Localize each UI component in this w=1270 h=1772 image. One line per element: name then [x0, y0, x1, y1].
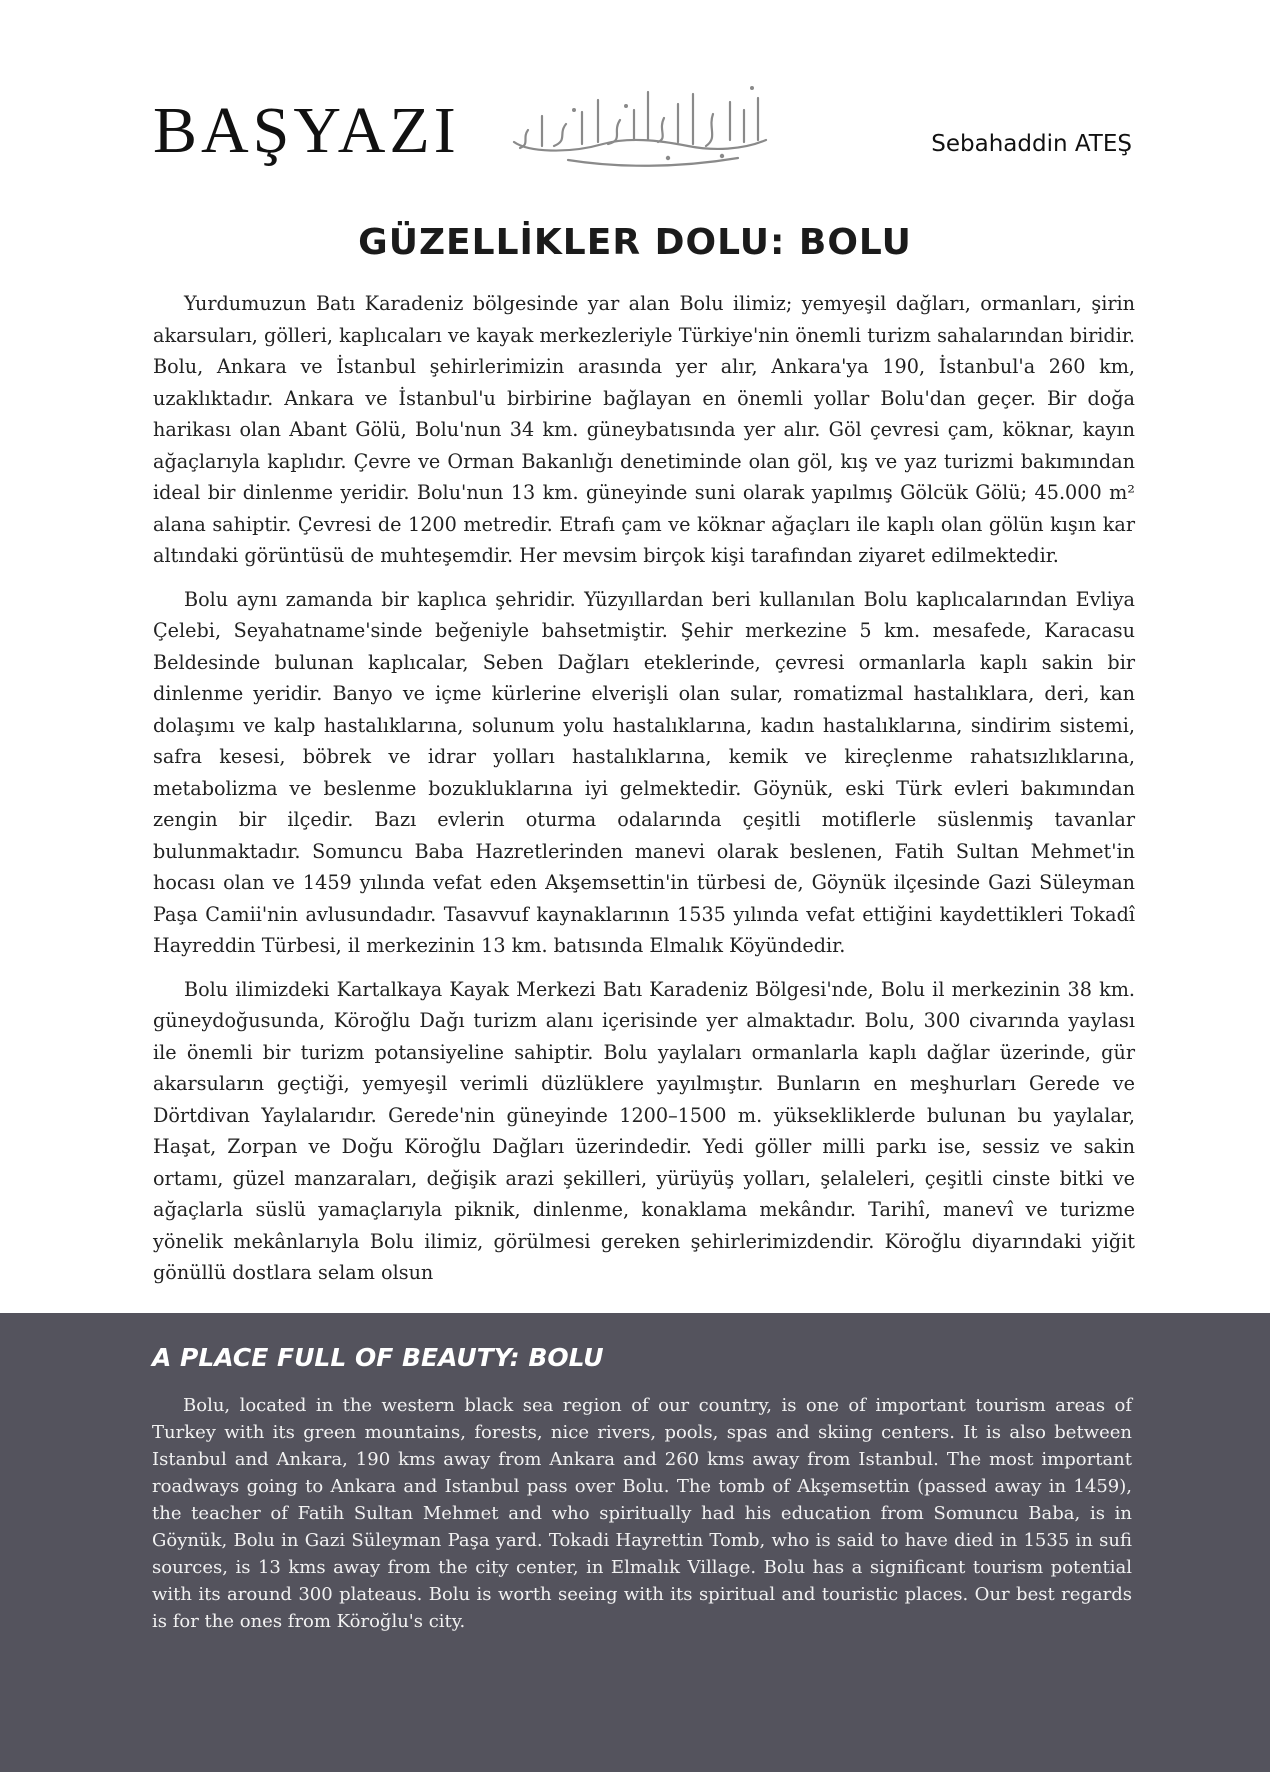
english-summary-paragraph: Bolu, located in the western black sea region of our country, is one of important tourism areas of Turkey with its green mountains, forests, nice rivers, pools, spas and skiing centers. It is also between Istanbul and Ankara, 190 kms away from Ankara and 260 kms away from Istanbul. The most important roadways going to Ankara and Istanbul pass over Bolu. The tomb of Akşemsettin (passed away in 1459), the teacher of Fatih Sultan Mehmet and who spiritually had his education from Somuncu Baba, is in Göynük, Bolu in Gazi Süleyman Paşa yard. Tokadi Hayrettin Tomb, who is said to have died in 1535 in sufi sources, is 13 kms away from the city center, in Elmalık Village. Bolu has a significant tourism potential with its around 300 plateaus. Bolu is worth seeing with its spiritual and touristic places. Our best regards is for the ones from Köroğlu's city.	[152, 1395, 1132, 1632]
author-name: Sebahaddin ATEŞ	[931, 131, 1132, 157]
page-header	[0, 0, 1270, 200]
article-paragraph-3: Bolu ilimizdeki Kartalkaya Kayak Merkezi Batı Karadeniz Bölgesi'nde, Bolu il merkezinin 38 km. güneydoğusunda, Köroğlu Dağı turizm alanı içerisinde yer almaktadır. Bolu, 300 civarında yaylası ile önemli bir turizm potansiyeline sahiptir. Bolu yaylaları ormanlarla kaplı dağlar üzerinde, gür akarsuların geçtiği, yemyeşil verimli düzlüklere yayılmıştır. Bunların en meşhurları Gerede ve Dörtdivan Yaylalarıdır. Gerede'nin güneyinde 1200–1500 m. yüksekliklerde bulunan bu yaylalar, Haşat, Zorpan ve Doğu Köroğlu Dağları üzerindedir. Yedi göller milli parkı ise, sessiz ve sakin ortamı, güzel manzaraları, değişik arazi şekilleri, yürüyüş yolları, şelaleleri, çeşitli cinste bitki ve ağaçlarla süslü yamaçlarıyla piknik, dinlenme, konaklama mekândır. Tarihî, manevî ve turizme yönelik mekânlarıyla Bolu ilimiz, görülmesi gereken şehirlerimizdendir. Köroğlu diyarındaki yiğit gönüllü dostlara selam olsun	[153, 977, 1135, 1284]
basmala-calligraphy-icon	[508, 80, 778, 175]
article-paragraph-2: Bolu aynı zamanda bir kaplıca şehridir. Yüzyıllardan beri kullanılan Bolu kaplıcalarından Evliya Çelebi, Seyahatname'sinde beğeniyle bahsetmiştir. Şehir merkezine 5 km. mesafede, Karacasu Beldesinde bulunan kaplıcalar, Seben Dağları eteklerinde, çevresi ormanlarla kaplı sakin bir dinlenme yeridir. Banyo ve içme kürlerine elverişli olan sular, romatizmal hastalıklara, deri, kan dolaşımı ve kalp hastalıklarına, solunum yolu hastalıklarına, kadın hastalıklarına, sindirim sistemi, safra kesesi, böbrek ve idrar yolları hastalıklarına, kemik ve kireçlenme rahatsızlıklarına, metabolizma ve beslenme bozukluklarına iyi gelmektedir. Göynük, eski Türk evleri bakımından zengin bir ilçedir. Bazı evlerin oturma odalarında çeşitli motiflerle süslenmiş tavanlar bulunmaktadır. Somuncu Baba Hazretlerinden manevi olarak beslenen, Fatih Sultan Mehmet'in hocası olan ve 1459 yılında vefat eden Akşemsettin'in türbesi de, Göynük ilçesinde Gazi Süleyman Paşa Camii'nin avlusundadır. Tasavvuf kaynaklarının 1535 yılında vefat ettiğini kaydettikleri Tokadî Hayreddin Türbesi, il merkezinin 13 km. batısında Elmalık Köyündedir.	[153, 587, 1135, 957]
english-summary-title: A PLACE FULL OF BEAUTY: BOLU	[152, 1343, 604, 1372]
article-paragraph-1: Yurdumuzun Batı Karadeniz bölgesinde yar alan Bolu ilimiz; yemyeşil dağları, ormanları, şirin akarsuları, gölleri, kaplıcaları ve kayak merkezleriyle Türkiye'nin önemli turizm sahalarından biridir. Bolu, Ankara ve İstanbul şehirlerimizin arasında yer alır, Ankara'ya 190, İstanbul'a 260 km, uzaklıktadır. Ankara ve İstanbul'u birbirine bağlayan en önemli yollar Bolu'dan geçer. Bir doğa harikası olan Abant Gölü, Bolu'nun 34 km. güneybatısında yer alır. Göl çevresi çam, köknar, kayın ağaçlarıyla kaplıdır. Çevre ve Orman Bakanlığı denetiminde olan göl, kış ve yaz turizmi bakımından ideal bir dinlenme yeridir. Bolu'nun 13 km. güneyinde suni olarak yapılmış Gölcük Gölü; 45.000 m² alana sahiptir. Çevresi de 1200 metredir. Etrafı çam ve köknar ağaçları ile kaplı olan gölün kışın kar altındaki görüntüsü de muhteşemdir. Her mevsim birçok kişi tarafından ziyaret edilmektedir.	[153, 292, 1135, 567]
section-title: BAŞYAZI	[153, 94, 460, 167]
article-body	[153, 288, 1135, 1301]
english-summary-panel	[0, 1313, 1270, 1772]
article-title: GÜZELLİKLER DOLU: BOLU	[358, 222, 912, 263]
